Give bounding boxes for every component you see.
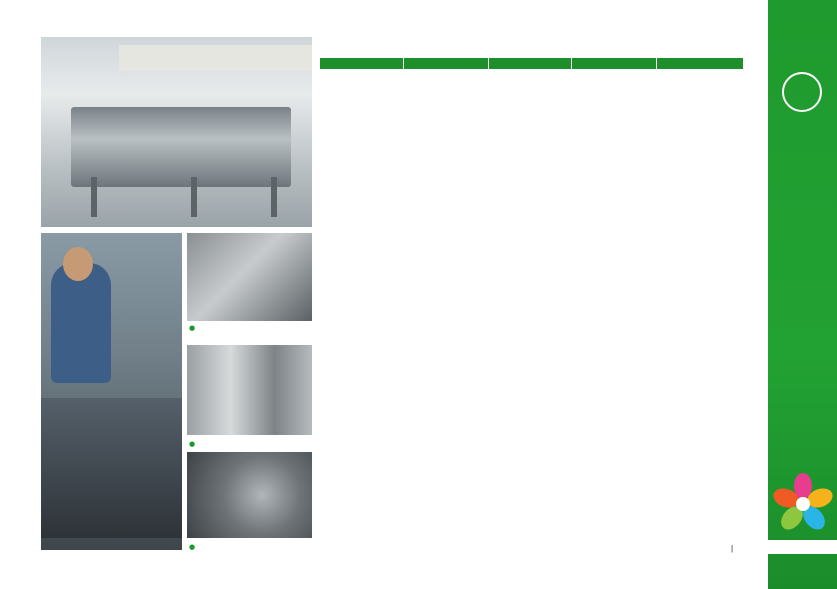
worker-lathe-photo	[41, 233, 182, 550]
mesh-belt-photo	[187, 345, 312, 435]
header-cake-moisture	[488, 58, 572, 70]
machine-leg	[91, 177, 97, 217]
bullet-icon: ●	[189, 543, 196, 551]
roller-detail-photo	[187, 233, 312, 321]
belt-filter-press-photo	[41, 37, 312, 227]
bullet-icon: ●	[189, 440, 196, 448]
bullet-icon: ●	[189, 324, 196, 332]
flower-decoration-icon	[772, 472, 834, 534]
machine-leg	[191, 177, 197, 217]
table-header-row	[320, 58, 744, 70]
lathe-machine	[41, 398, 182, 538]
brand-logo	[782, 72, 822, 112]
page-footer: |	[731, 544, 734, 553]
stainless-roller-photo	[187, 452, 312, 538]
header-inlet-moisture	[403, 58, 488, 70]
caption-stainless-roller	[189, 542, 314, 552]
brand-side-band	[768, 0, 837, 589]
caption-mesh-belt	[189, 439, 314, 449]
header-capacity	[657, 58, 744, 70]
header-sludge-type	[320, 58, 404, 70]
band-bottom-strip	[768, 540, 837, 554]
worker-figure	[51, 263, 111, 383]
caption-rubber-seal	[189, 323, 314, 333]
worker-head	[63, 247, 93, 281]
header-dewater-rate	[572, 58, 657, 70]
machine-body	[71, 107, 291, 187]
machine-leg	[271, 177, 277, 217]
dewatering-table	[319, 57, 744, 70]
company-sign	[119, 45, 312, 71]
